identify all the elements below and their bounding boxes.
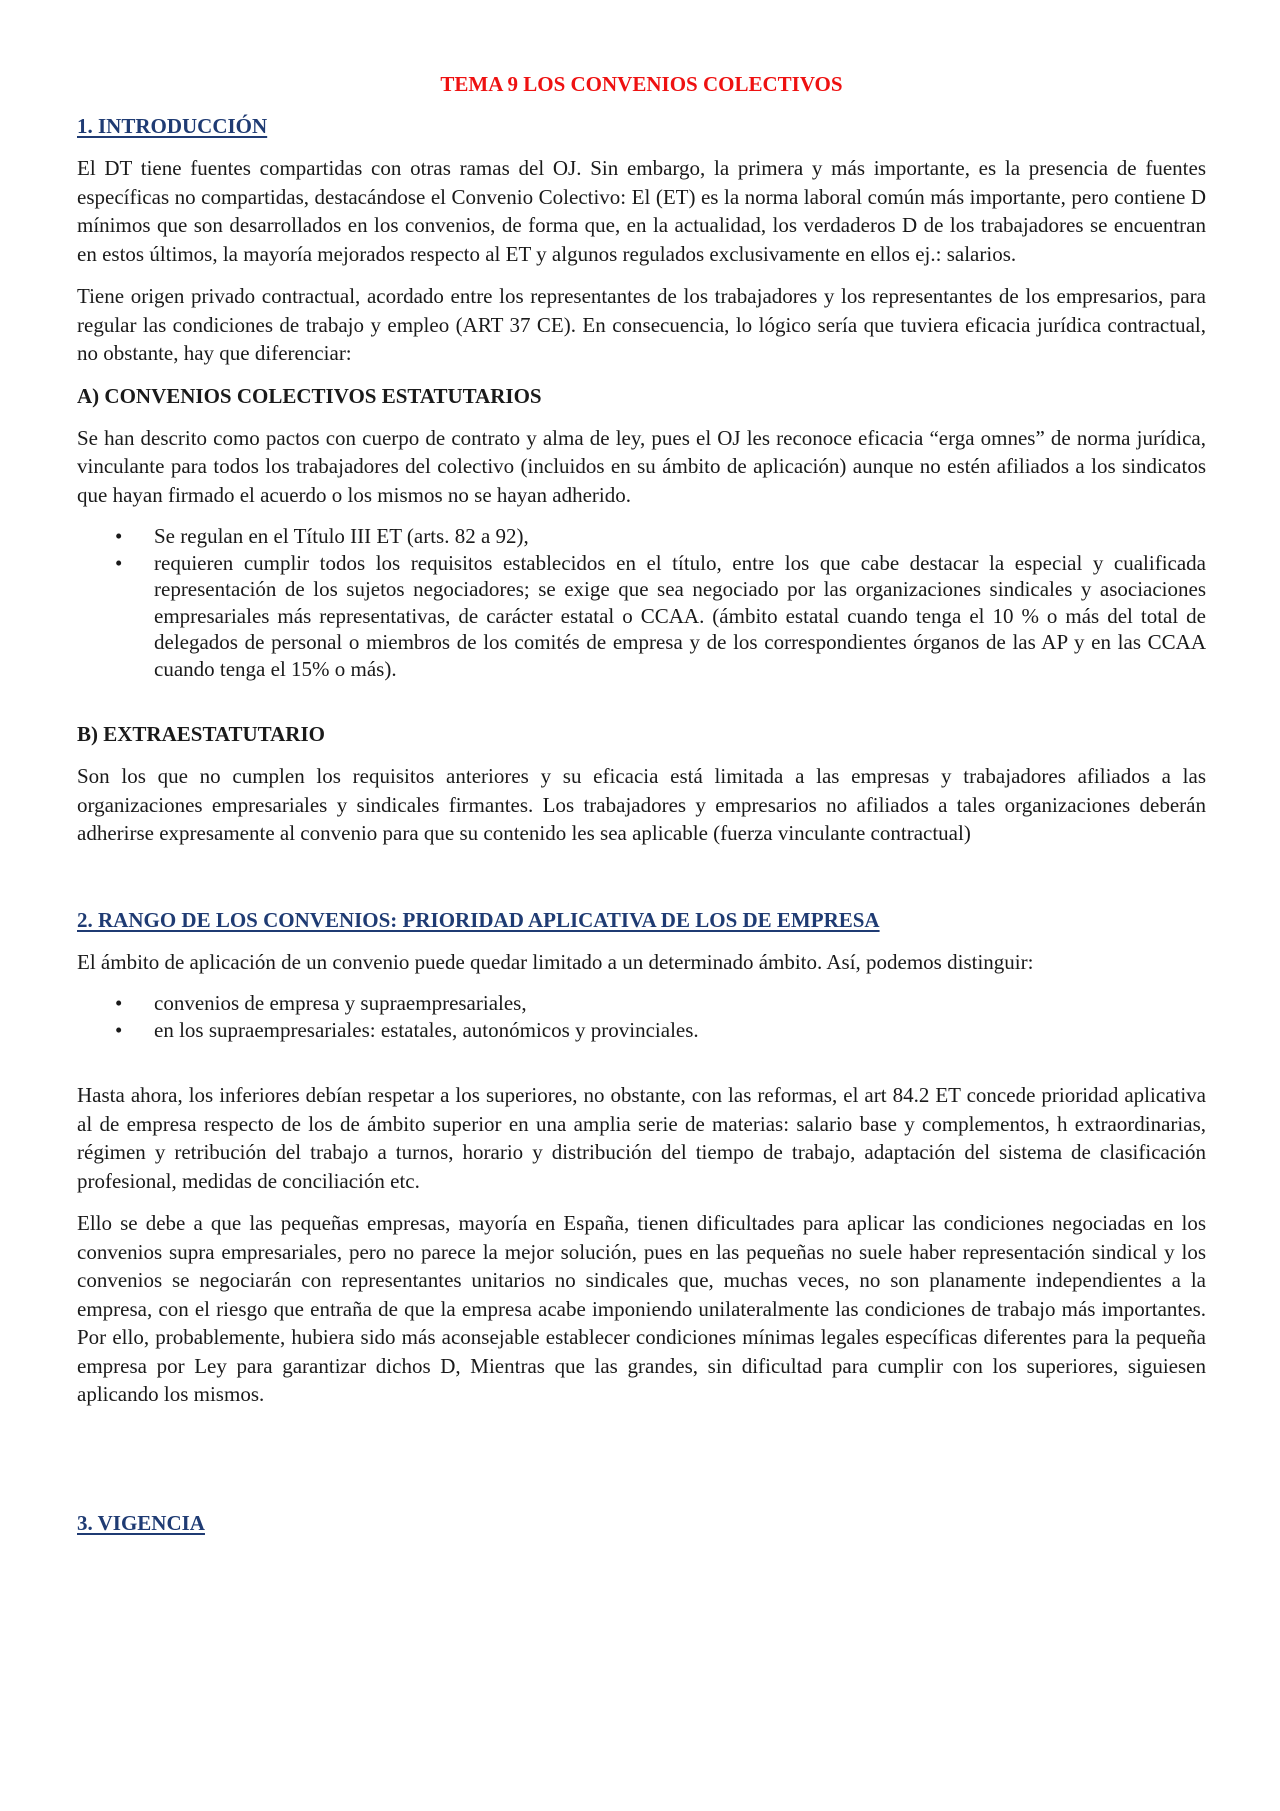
list-item-text: Se regulan en el Título III ET (arts. 82 a 92), bbox=[154, 524, 529, 548]
list-item bbox=[77, 523, 1206, 550]
paragraph: Ello se debe a que las pequeñas empresas, mayoría en España, tienen dificultades para aplicar las condiciones negociadas en los convenios supra empresariales, pero no parece la mejor solución, pues en las pequeñas no suele haber representación sindical y los convenios se negociarán con representantes unitarios no sindicales que, muchas veces, no son planamente independientes a la empresa, con el riesgo que entraña de que la empresa acabe imponiendo unilateralmente las condiciones de trabajo más importantes. Por ello, probablemente, hubiera sido más aconsejable establecer condiciones mínimas legales específicas diferentes para la pequeña empresa por Ley para garantizar dichos D, Mientras que las grandes, sin dificultad para cumplir con los superiores, siguiesen aplicando los mismos. bbox=[77, 1211, 1206, 1406]
bullet-icon: • bbox=[115, 550, 123, 575]
spacer bbox=[77, 696, 1206, 720]
list-item bbox=[77, 550, 1206, 683]
section-heading-introduccion: 1. INTRODUCCIÓN bbox=[77, 114, 268, 138]
document-page bbox=[77, 70, 1206, 1551]
document-title: TEMA 9 LOS CONVENIOS COLECTIVOS bbox=[440, 72, 843, 96]
paragraph: Hasta ahora, los inferiores debían respetar a los superiores, no obstante, con las reformas, el art 84.2 ET concede prioridad aplicativa al de empresa respecto de los de ámbito superior en una amplia serie de materias: salario base y complementos, h extraordinarias, régimen y retribución del trabajo a turnos, horario y distribución del tiempo de trabajo, adaptación del sistema de clasificación profesional, medidas de conciliación etc. bbox=[77, 1083, 1206, 1193]
list-item bbox=[77, 990, 1206, 1017]
section-heading-rango: 2. RANGO DE LOS CONVENIOS: PRIORIDAD APLICATIVA DE LOS DE EMPRESA bbox=[77, 907, 880, 932]
bullet-list bbox=[77, 990, 1206, 1043]
paragraph: Son los que no cumplen los requisitos anteriores y su eficacia está limitada a las empresas y trabajadores afiliados a las organizaciones empresariales y sindicales firmantes. Los trabajadores y empresarios no afiliados a tales organizaciones deberán adherirse expresamente al convenio para que su contenido les sea aplicable (fuerza vinculante contractual) bbox=[77, 764, 1206, 845]
list-item-text: convenios de empresa y supraempresariales, bbox=[154, 991, 527, 1015]
list-item-text: en los supraempresariales: estatales, autonómicos y provinciales. bbox=[154, 1017, 699, 1042]
list-item bbox=[77, 1017, 1206, 1044]
list-item-text: requieren cumplir todos los requisitos establecidos en el título, entre los que cabe destacar la especial y cualificada representación de los sujetos negociadores; se exige que sea negociado por las organizaciones sindicales y asociaciones empresariales más representativas, de carácter estatal o CCAA. (ámbito estatal cuando tenga el 10 % o más del total de delegados de personal o miembros de los comités de empresa y de los correspondientes órganos de las AP y en las CCAA cuando tenga el 15% o más). bbox=[154, 550, 1206, 681]
subsection-heading-extraestatutario: B) EXTRAESTATUTARIO bbox=[77, 722, 325, 746]
paragraph: Tiene origen privado contractual, acordado entre los representantes de los trabajadores y los representantes de los empresarios, para regular las condiciones de trabajo y empleo (ART 37 CE). En consecuencia, lo lógico sería que tuviera eficacia jurídica contractual, no obstante, hay que diferenciar: bbox=[77, 284, 1206, 365]
subsection-heading-estatutarios: A) CONVENIOS COLECTIVOS ESTATUTARIOS bbox=[77, 383, 542, 408]
bullet-icon: • bbox=[115, 524, 123, 548]
paragraph: El DT tiene fuentes compartidas con otras ramas del OJ. Sin embargo, la primera y más importante, es la presencia de fuentes específicas no compartidas, destacándose el Convenio Colectivo: El (ET) es la norma laboral común más importante, pero contiene D mínimos que son desarrollados en los convenios, de forma que, en la actualidad, los verdaderos D de los trabajadores se encuentran en estos últimos, la mayoría mejorados respecto al ET y algunos regulados exclusivamente en ellos ej.: salarios. bbox=[77, 156, 1206, 266]
paragraph: Se han descrito como pactos con cuerpo de contrato y alma de ley, pues el OJ les reconoce eficacia “erga omnes” de norma jurídica, vinculante para todos los trabajadores del colectivo (incluidos en su ámbito de aplicación) aunque no estén afiliados a los sindicatos que hayan firmado el acuerdo o los mismos no se hayan adherido. bbox=[77, 425, 1206, 507]
spacer bbox=[77, 862, 1206, 906]
bullet-icon: • bbox=[115, 991, 123, 1015]
bullet-list bbox=[77, 523, 1206, 682]
spacer bbox=[77, 1057, 1206, 1081]
section-heading-vigencia: 3. VIGENCIA bbox=[77, 1510, 205, 1535]
paragraph: El ámbito de aplicación de un convenio puede quedar limitado a un determinado ámbito. Así, podemos distinguir: bbox=[77, 949, 1034, 974]
bullet-icon: • bbox=[115, 1017, 123, 1042]
spacer bbox=[77, 1423, 1206, 1509]
